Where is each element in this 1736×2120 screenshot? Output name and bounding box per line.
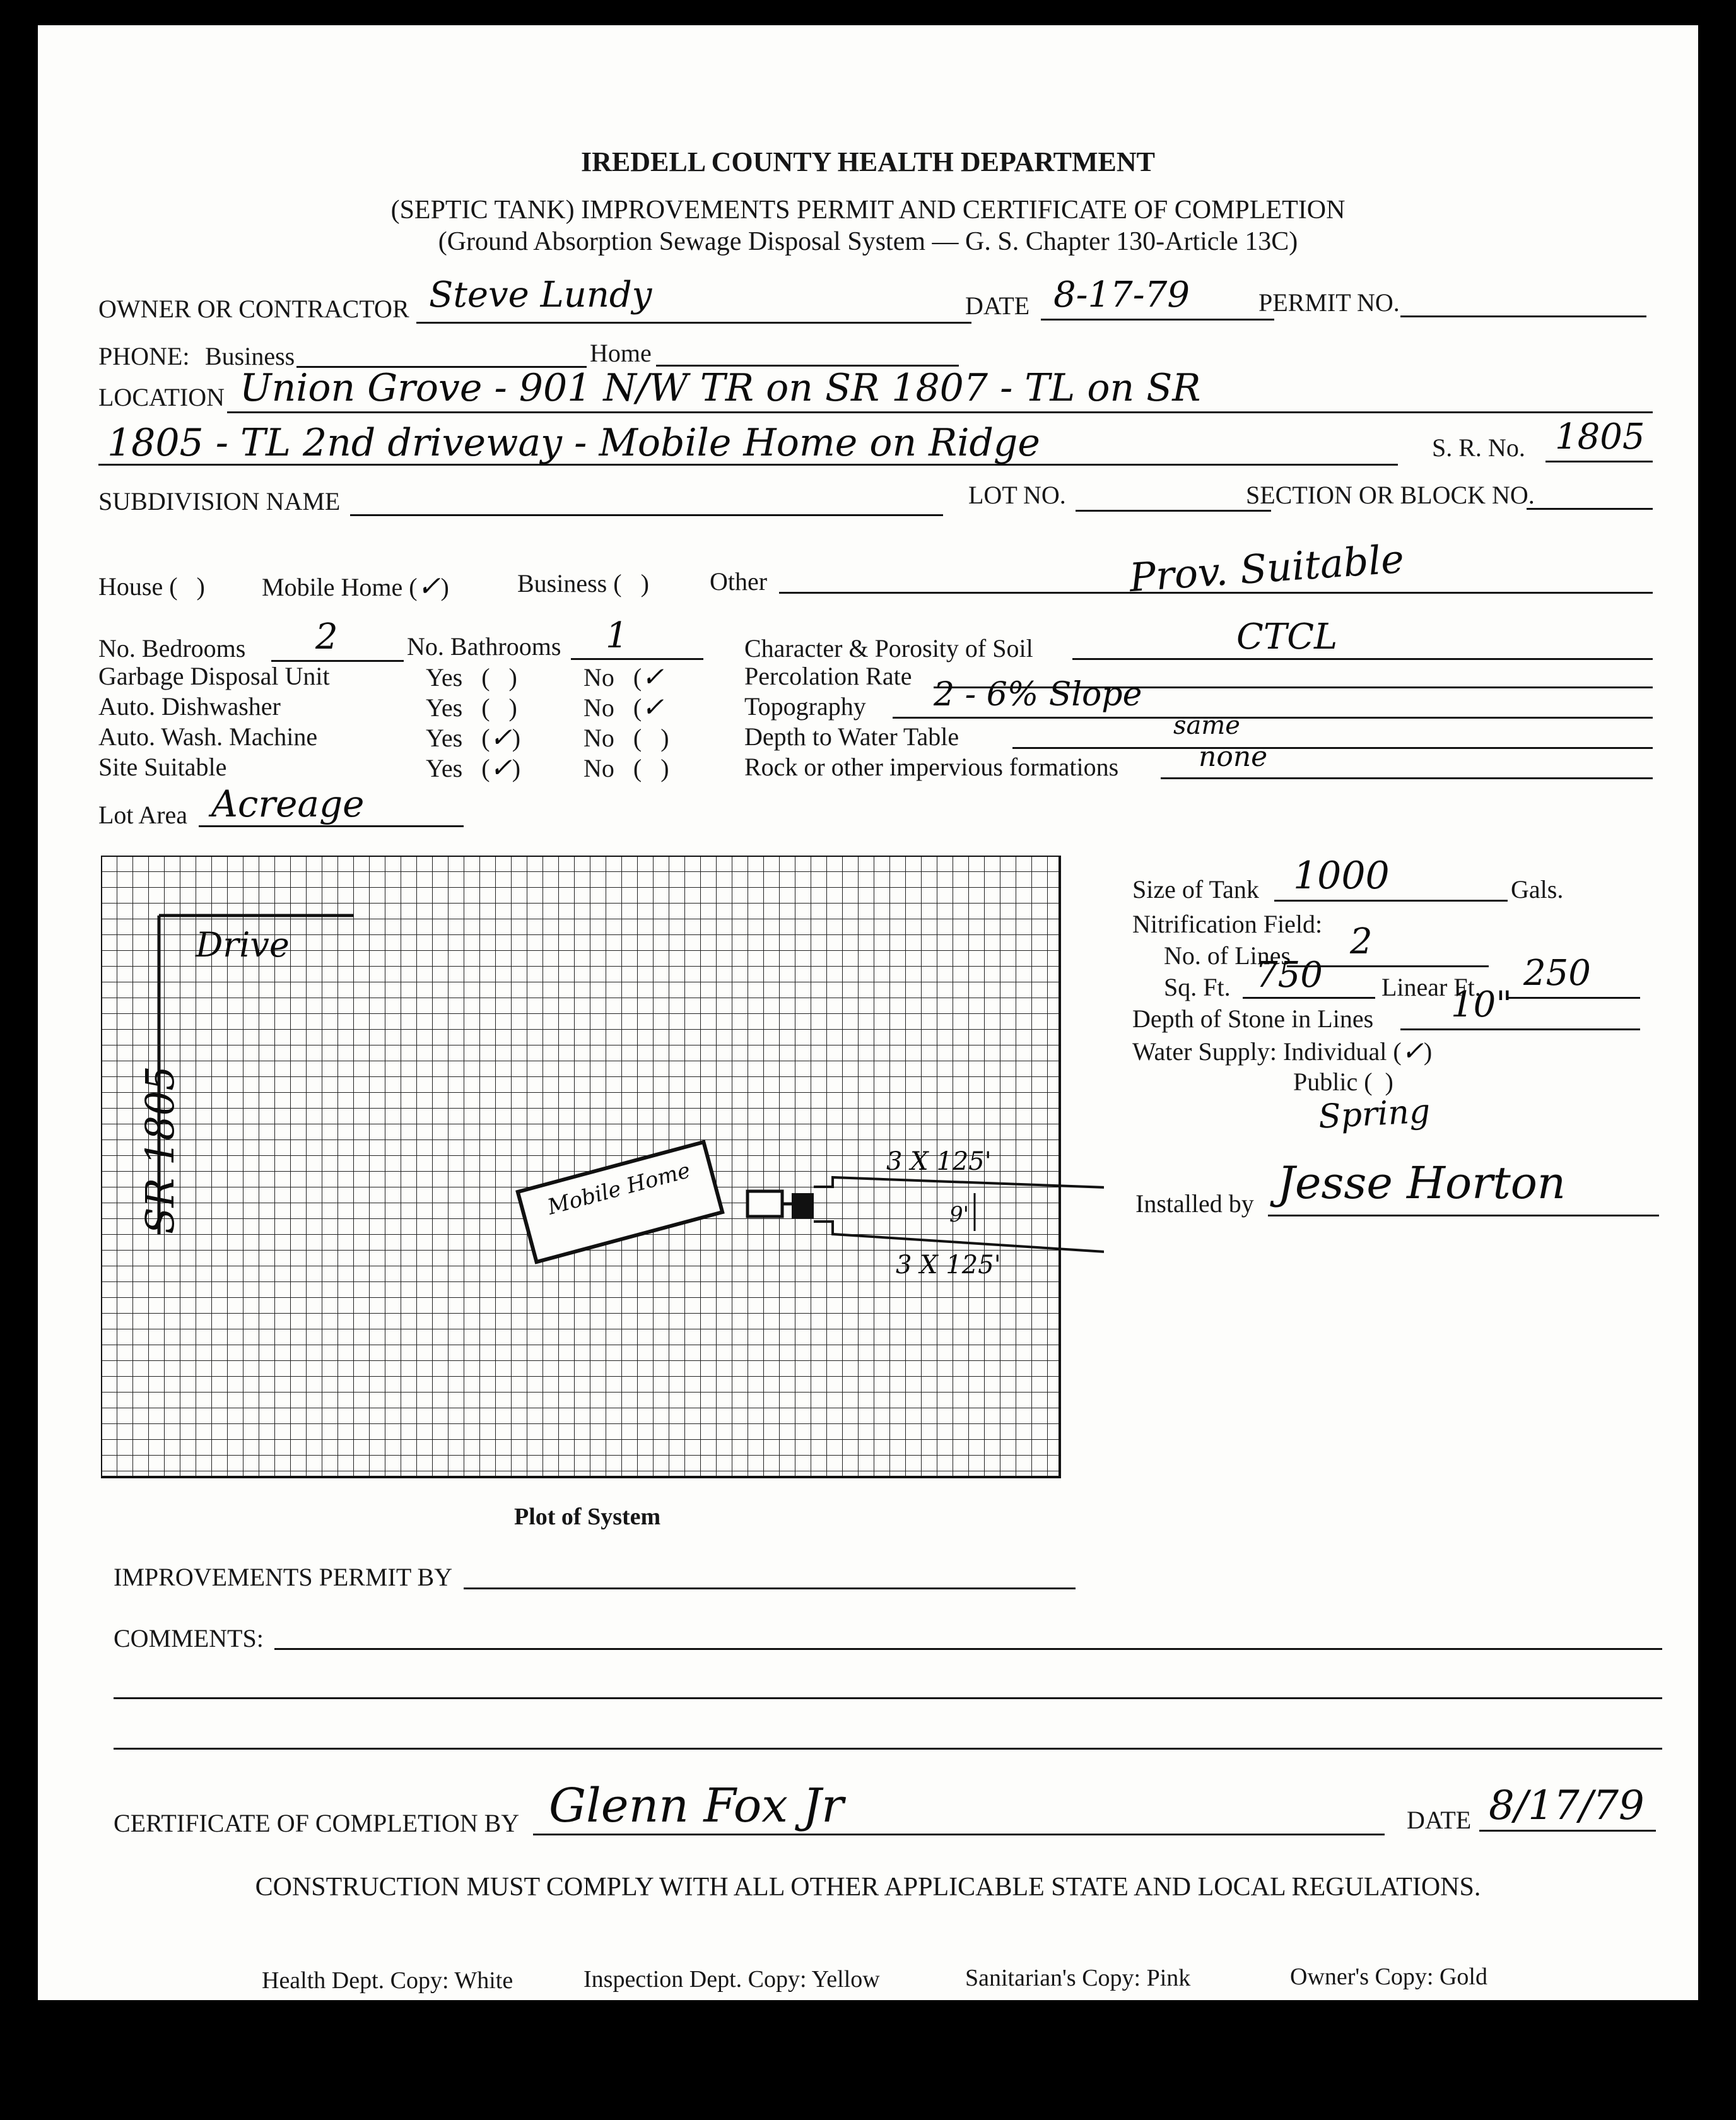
rock-label: Rock or other impervious formations: [744, 753, 1119, 781]
plot-caption: Plot of System: [514, 1504, 661, 1530]
owner-label: OWNER OR CONTRACTOR: [98, 295, 409, 323]
water-individual-check[interactable]: ✓: [1401, 1035, 1424, 1066]
road-label: SR 1805: [137, 1066, 183, 1234]
mobile-home-label: Mobile Home: [544, 1157, 693, 1220]
certificate-label: CERTIFICATE OF COMPLETION BY: [114, 1809, 520, 1837]
lines-value[interactable]: 2: [1350, 921, 1373, 962]
location-line1[interactable]: Union Grove - 901 N/W TR on SR 1807 - TL on SR: [240, 366, 1201, 410]
business-label: Business ( ): [517, 569, 649, 598]
fixture-yes-check[interactable]: ✓: [490, 722, 512, 753]
field-line-bottom-label: 3 X 125': [896, 1251, 1001, 1280]
field-line-top-label: 3 X 125': [886, 1147, 992, 1176]
lines-label: No. of Lines: [1164, 941, 1291, 970]
compliance-notice: CONSTRUCTION MUST COMPLY WITH ALL OTHER APPLICABLE STATE AND LOCAL REGULATIONS.: [255, 1873, 1481, 1902]
tank-size-value[interactable]: 1000: [1293, 854, 1390, 898]
septic-tank-shape: [748, 1191, 782, 1216]
drive-label: Drive: [196, 925, 290, 965]
comments-label: COMMENTS:: [114, 1624, 264, 1652]
department-title: IREDELL COUNTY HEALTH DEPARTMENT: [581, 146, 1155, 177]
fixture-yes: Yes ( ): [426, 663, 517, 692]
permit-form: [38, 25, 1698, 2000]
topography-label: Topography: [744, 692, 866, 721]
location-label: LOCATION: [98, 383, 225, 411]
phone-label: PHONE:: [98, 342, 190, 370]
fixture-yes: Yes (✓): [426, 722, 521, 753]
form-subtitle: (Ground Absorption Sewage Disposal System — G. S. Chapter 130-Article 13C): [438, 227, 1298, 256]
date-value[interactable]: 8-17-79: [1053, 274, 1190, 315]
certificate-signature[interactable]: Glenn Fox Jr: [549, 1779, 844, 1833]
sqft-value[interactable]: 750: [1255, 955, 1323, 996]
copy-health-dept: Health Dept. Copy: White: [262, 1967, 513, 1994]
mobile-home-label: Mobile Home (✓): [262, 570, 449, 603]
installed-by-value[interactable]: Jesse Horton: [1277, 1157, 1566, 1209]
rock-value[interactable]: none: [1199, 741, 1268, 773]
tank-size-unit: Gals.: [1511, 875, 1564, 904]
bathrooms-label: No. Bathrooms: [407, 632, 561, 661]
sr-no-label: S. R. No.: [1432, 433, 1525, 462]
fixture-yes: Yes (✓): [426, 752, 521, 783]
stone-depth-value[interactable]: 10": [1451, 984, 1513, 1025]
fixture-no: No (✓: [584, 692, 664, 722]
phone-home-label: Home: [590, 339, 652, 367]
spring-note[interactable]: Spring: [1317, 1092, 1431, 1136]
sqft-label: Sq. Ft.: [1164, 973, 1231, 1001]
mobile-home-check[interactable]: ✓: [417, 570, 441, 603]
topography-value[interactable]: 2 - 6% Slope: [934, 676, 1142, 714]
bedrooms-value[interactable]: 2: [315, 616, 338, 657]
other-value[interactable]: Prov. Suitable: [1127, 535, 1406, 601]
date-label: DATE: [965, 292, 1030, 320]
bathrooms-value[interactable]: 1: [606, 615, 628, 656]
fixture-no: No ( ): [584, 754, 669, 782]
permit-by-label: IMPROVEMENTS PERMIT BY: [114, 1563, 453, 1591]
copy-sanitarian: Sanitarian's Copy: Pink: [965, 1965, 1191, 1991]
linear-ft-label: Linear Ft.: [1381, 973, 1481, 1001]
soil-character-label: Character & Porosity of Soil: [744, 634, 1033, 662]
soil-character-value[interactable]: CTCL: [1236, 616, 1338, 657]
lot-no-label: LOT NO.: [968, 481, 1066, 509]
water-supply-label: Water Supply: Individual (✓): [1132, 1035, 1433, 1066]
bedrooms-label: No. Bedrooms: [98, 634, 246, 662]
copy-owner: Owner's Copy: Gold: [1290, 1964, 1487, 1990]
fixture-no: No ( ): [584, 724, 669, 752]
fixture-label: Auto. Dishwasher: [98, 692, 281, 721]
stone-depth-label: Depth of Stone in Lines: [1132, 1004, 1374, 1033]
fixture-yes: Yes ( ): [426, 693, 517, 722]
lot-area-label: Lot Area: [98, 801, 188, 829]
fixture-no-check[interactable]: ✓: [642, 661, 664, 692]
fixture-label: Site Suitable: [98, 753, 227, 781]
percolation-label: Percolation Rate: [744, 662, 912, 690]
certificate-date-value[interactable]: 8/17/79: [1489, 1782, 1645, 1829]
house-label: House ( ): [98, 572, 205, 601]
owner-value[interactable]: Steve Lundy: [429, 274, 652, 315]
certificate-date-label: DATE: [1407, 1806, 1472, 1834]
other-label: Other: [710, 567, 768, 596]
public-label: Public ( ): [1293, 1068, 1393, 1096]
fixture-label: Garbage Disposal Unit: [98, 662, 330, 690]
fixture-no: No (✓: [584, 661, 664, 692]
water-table-value[interactable]: same: [1173, 711, 1240, 740]
fixture-label: Auto. Wash. Machine: [98, 722, 318, 751]
fixture-no-check[interactable]: ✓: [642, 692, 664, 722]
tank-size-label: Size of Tank: [1132, 875, 1259, 904]
field-spacing-label: 9': [949, 1202, 969, 1227]
sr-no-value[interactable]: 1805: [1555, 416, 1645, 457]
copy-inspection-dept: Inspection Dept. Copy: Yellow: [584, 1966, 880, 1993]
plot-of-system: [101, 856, 1104, 1494]
linear-ft-value[interactable]: 250: [1523, 953, 1591, 994]
form-title: (SEPTIC TANK) IMPROVEMENTS PERMIT AND CERTIFICATE OF COMPLETION: [390, 196, 1346, 225]
lot-area-value[interactable]: Acreage: [211, 782, 365, 825]
phone-business-label: Business: [205, 342, 295, 370]
permit-no-label: PERMIT NO.: [1258, 288, 1400, 317]
location-line2[interactable]: 1805 - TL 2nd driveway - Mobile Home on Ridge: [107, 421, 1040, 465]
distribution-box-shape: [792, 1193, 814, 1218]
section-block-label: SECTION OR BLOCK NO.: [1246, 481, 1535, 509]
water-table-label: Depth to Water Table: [744, 722, 959, 751]
fixture-yes-check[interactable]: ✓: [490, 752, 512, 783]
installed-by-label: Installed by: [1135, 1189, 1254, 1218]
subdivision-label: SUBDIVISION NAME: [98, 487, 341, 515]
nitrification-label: Nitrification Field:: [1132, 910, 1323, 938]
